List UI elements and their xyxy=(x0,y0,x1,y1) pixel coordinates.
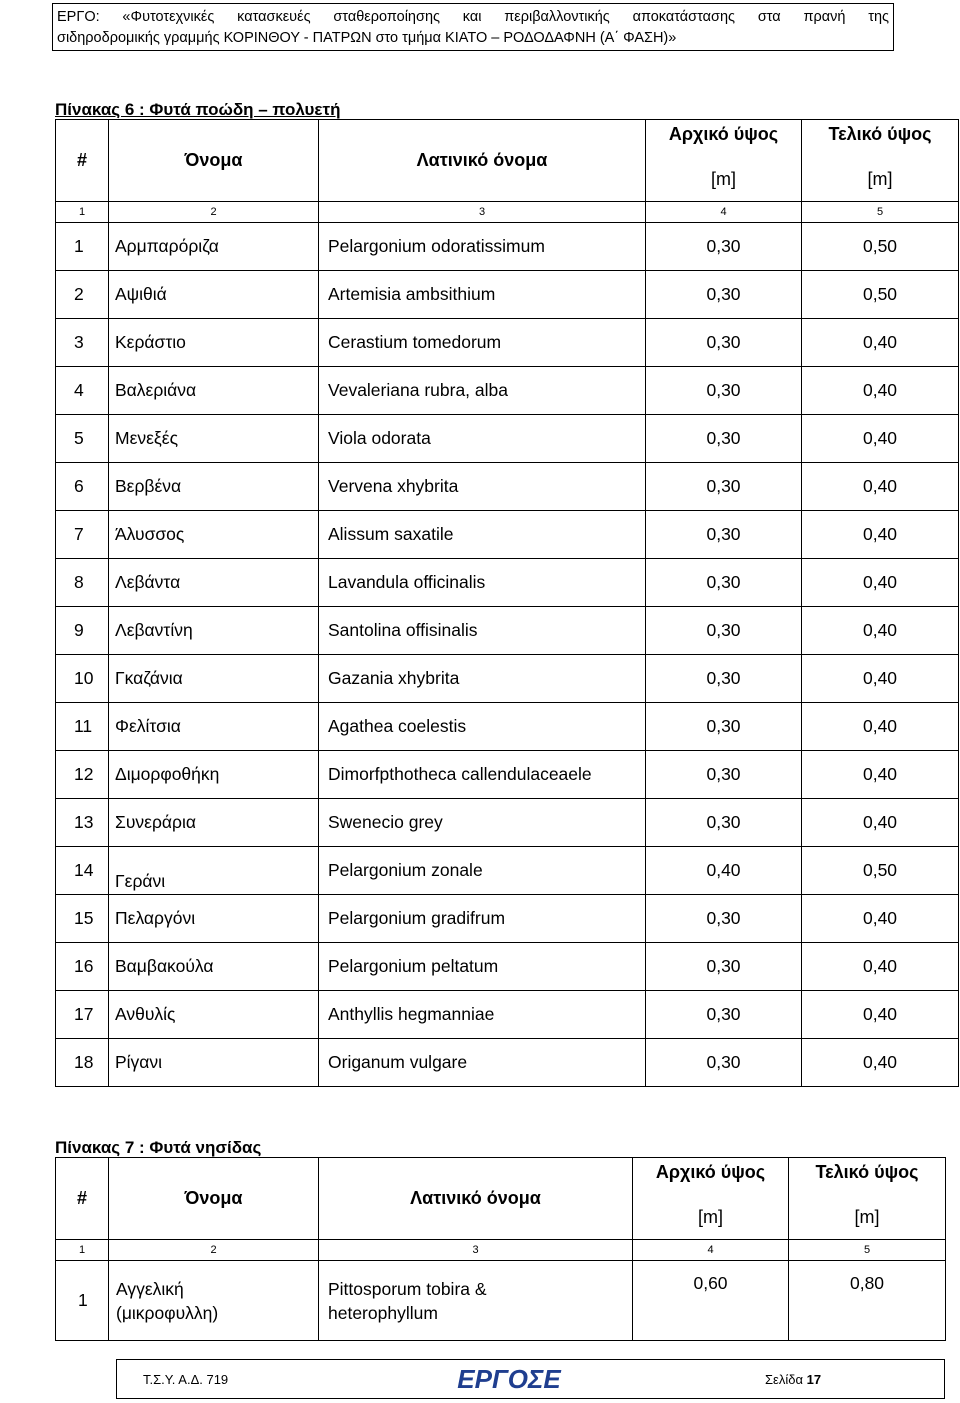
table6-column-numbers xyxy=(56,202,959,223)
latin-name: Dimorfpthotheca callendulaceaele xyxy=(319,751,646,799)
final-height: 0,40 xyxy=(802,943,959,991)
latin-name: Swenecio grey xyxy=(319,799,646,847)
initial-height-label: Αρχικό ύψος xyxy=(655,1162,766,1182)
col-number: 4 xyxy=(646,202,802,223)
row-number: 2 xyxy=(56,271,109,319)
table7-caption: Πίνακας 7 : Φυτά νησίδας xyxy=(55,1138,262,1157)
initial-height: 0,30 xyxy=(646,463,802,511)
row-number: 3 xyxy=(56,319,109,367)
col-number: 4 xyxy=(633,1240,789,1261)
col-header-num: # xyxy=(56,120,109,202)
table-row xyxy=(56,847,959,895)
final-height: 0,40 xyxy=(802,1039,959,1087)
col-header-initial xyxy=(646,120,802,202)
col-number: 3 xyxy=(319,1240,633,1261)
final-height-label: Τελικό ύψος xyxy=(815,1162,919,1182)
initial-height: 0,30 xyxy=(646,943,802,991)
page-number: 17 xyxy=(806,1372,822,1387)
final-height: 0,40 xyxy=(802,751,959,799)
col-header-latin: Λατινικό όνομα xyxy=(319,120,646,202)
latin-name: Pelargonium zonale xyxy=(319,847,646,895)
latin-name: Gazania xhybrita xyxy=(319,655,646,703)
initial-height: 0,30 xyxy=(646,367,802,415)
plant-name: Κεράστιο xyxy=(109,319,319,367)
row-number: 1 xyxy=(56,223,109,271)
page-label: Σελίδα xyxy=(765,1372,803,1387)
col-number: 2 xyxy=(109,202,319,223)
latin-name: Artemisia ambsithium xyxy=(319,271,646,319)
final-height: 0,40 xyxy=(802,655,959,703)
latin-name: Lavandula officinalis xyxy=(319,559,646,607)
initial-height-unit: [m] xyxy=(698,1207,723,1227)
table-row xyxy=(56,703,959,751)
initial-height-unit: [m] xyxy=(711,169,736,189)
table-row xyxy=(56,655,959,703)
plant-name: Λεβαντίνη xyxy=(109,607,319,655)
table-row xyxy=(56,943,959,991)
table7 xyxy=(55,1157,946,1341)
table-row xyxy=(56,799,959,847)
initial-height: 0,40 xyxy=(646,847,802,895)
plant-name: Αψιθιά xyxy=(109,271,319,319)
plant-name: Βαμβακούλα xyxy=(109,943,319,991)
row-number: 18 xyxy=(56,1039,109,1087)
table-row xyxy=(56,367,959,415)
final-height-unit: [m] xyxy=(854,1207,880,1227)
plant-name: Πελαργόνι xyxy=(109,895,319,943)
initial-height: 0,60 xyxy=(633,1261,789,1341)
row-number: 7 xyxy=(56,511,109,559)
document-header xyxy=(52,3,894,51)
table6-header-row xyxy=(56,120,959,202)
row-number: 15 xyxy=(56,895,109,943)
latin-name: Pelargonium peltatum xyxy=(319,943,646,991)
initial-height: 0,30 xyxy=(646,655,802,703)
col-header-name: Όνομα xyxy=(109,120,319,202)
final-height: 0,80 xyxy=(789,1261,946,1341)
plant-name: Βερβένα xyxy=(109,463,319,511)
final-height-label: Τελικό ύψος xyxy=(828,124,932,144)
latin-name-line-1: Pittosporum tobira & xyxy=(328,1278,487,1299)
final-height-unit: [m] xyxy=(867,169,893,189)
plant-name xyxy=(109,1261,319,1341)
latin-name: Santolina offisinalis xyxy=(319,607,646,655)
col-number: 5 xyxy=(789,1240,946,1261)
row-number: 1 xyxy=(56,1261,109,1341)
row-number: 12 xyxy=(56,751,109,799)
initial-height: 0,30 xyxy=(646,703,802,751)
table-row xyxy=(56,415,959,463)
plant-name: Γεράνι xyxy=(109,847,319,895)
row-number: 13 xyxy=(56,799,109,847)
row-number: 14 xyxy=(56,847,109,895)
plant-name: Συνεράρια xyxy=(109,799,319,847)
initial-height: 0,30 xyxy=(646,607,802,655)
initial-height: 0,30 xyxy=(646,319,802,367)
table6-caption: Πίνακας 6 : Φυτά ποώδη – πολυετή xyxy=(55,100,341,119)
initial-height: 0,30 xyxy=(646,751,802,799)
header-line-1: ΕΡΓΟ: «Φυτοτεχνικές κατασκευές σταθεροποίησης και περιβαλλοντικής αποκατάστασης στα πρανή της xyxy=(57,9,889,25)
initial-height: 0,30 xyxy=(646,799,802,847)
row-number: 11 xyxy=(56,703,109,751)
table-row xyxy=(56,1039,959,1087)
latin-name: Origanum vulgare xyxy=(319,1039,646,1087)
col-number: 1 xyxy=(56,1240,109,1261)
initial-height: 0,30 xyxy=(646,991,802,1039)
initial-height: 0,30 xyxy=(646,511,802,559)
latin-name: Anthyllis hegmanniae xyxy=(319,991,646,1039)
latin-name xyxy=(319,1261,633,1341)
plant-name-line-2: (μικροφυλλη) xyxy=(116,1302,219,1323)
table-row xyxy=(56,463,959,511)
plant-name: Βαλεριάνα xyxy=(109,367,319,415)
logo-text: ΕΡΓΟΣΕ xyxy=(457,1366,561,1392)
final-height: 0,40 xyxy=(802,991,959,1039)
footer-reference: Τ.Σ.Υ. Α.Δ. 719 xyxy=(143,1372,229,1387)
row-number: 17 xyxy=(56,991,109,1039)
table-row xyxy=(56,319,959,367)
final-height: 0,40 xyxy=(802,415,959,463)
final-height: 0,40 xyxy=(802,463,959,511)
row-number: 8 xyxy=(56,559,109,607)
table-row xyxy=(56,991,959,1039)
table-row xyxy=(56,559,959,607)
table7-header-row xyxy=(56,1158,946,1240)
initial-height-label: Αρχικό ύψος xyxy=(668,124,779,144)
col-header-initial xyxy=(633,1158,789,1240)
plant-name: Ανθυλίς xyxy=(109,991,319,1039)
table-row xyxy=(56,223,959,271)
header-line-2: σιδηροδρομικής γραμμής ΚΟΡΙΝΘΟΥ - ΠΑΤΡΩΝ στο τμήμα ΚΙΑΤΟ – ΡΟΔΟΔΑΦΝΗ (Α΄ ΦΑΣΗ)» xyxy=(57,30,677,46)
table-row xyxy=(56,751,959,799)
col-number: 3 xyxy=(319,202,646,223)
latin-name: Cerastium tomedorum xyxy=(319,319,646,367)
final-height: 0,50 xyxy=(802,223,959,271)
plant-name: Αρμπαρόριζα xyxy=(109,223,319,271)
latin-name: Agathea coelestis xyxy=(319,703,646,751)
latin-name: Vervena xhybrita xyxy=(319,463,646,511)
col-header-name: Όνομα xyxy=(109,1158,319,1240)
latin-name: Pelargonium odoratissimum xyxy=(319,223,646,271)
latin-name: Viola odorata xyxy=(319,415,646,463)
col-header-final xyxy=(802,120,959,202)
table6 xyxy=(55,119,959,1087)
table-row xyxy=(56,607,959,655)
final-height: 0,40 xyxy=(802,319,959,367)
table-row xyxy=(56,1261,946,1341)
col-header-num: # xyxy=(56,1158,109,1240)
final-height: 0,40 xyxy=(802,559,959,607)
plant-name: Άλυσσος xyxy=(109,511,319,559)
latin-name: Vevaleriana rubra, alba xyxy=(319,367,646,415)
final-height: 0,40 xyxy=(802,895,959,943)
table-row xyxy=(56,271,959,319)
plant-name: Ρίγανι xyxy=(109,1039,319,1087)
plant-name: Διμορφοθήκη xyxy=(109,751,319,799)
row-number: 6 xyxy=(56,463,109,511)
table7-column-numbers xyxy=(56,1240,946,1261)
initial-height: 0,30 xyxy=(646,223,802,271)
col-number: 1 xyxy=(56,202,109,223)
final-height: 0,50 xyxy=(802,847,959,895)
initial-height: 0,30 xyxy=(646,415,802,463)
page-number-block xyxy=(765,1372,821,1387)
initial-height: 0,30 xyxy=(646,271,802,319)
latin-name: Alissum saxatile xyxy=(319,511,646,559)
initial-height: 0,30 xyxy=(646,1039,802,1087)
plant-name-line-1: Αγγελική xyxy=(116,1278,184,1299)
table-row xyxy=(56,895,959,943)
final-height: 0,40 xyxy=(802,799,959,847)
final-height: 0,40 xyxy=(802,607,959,655)
plant-name: Λεβάντα xyxy=(109,559,319,607)
initial-height: 0,30 xyxy=(646,895,802,943)
ergose-logo xyxy=(443,1366,575,1392)
page-footer xyxy=(116,1359,945,1399)
col-header-final xyxy=(789,1158,946,1240)
initial-height: 0,30 xyxy=(646,559,802,607)
col-number: 2 xyxy=(109,1240,319,1261)
final-height: 0,40 xyxy=(802,367,959,415)
plant-name: Γκαζάνια xyxy=(109,655,319,703)
table-row xyxy=(56,511,959,559)
row-number: 5 xyxy=(56,415,109,463)
final-height: 0,40 xyxy=(802,511,959,559)
plant-name: Μενεξές xyxy=(109,415,319,463)
row-number: 16 xyxy=(56,943,109,991)
plant-name: Φελίτσια xyxy=(109,703,319,751)
final-height: 0,50 xyxy=(802,271,959,319)
row-number: 9 xyxy=(56,607,109,655)
col-header-latin: Λατινικό όνομα xyxy=(319,1158,633,1240)
row-number: 4 xyxy=(56,367,109,415)
latin-name-line-2: heterophyllum xyxy=(328,1302,438,1323)
latin-name: Pelargonium gradifrum xyxy=(319,895,646,943)
col-number: 5 xyxy=(802,202,959,223)
row-number: 10 xyxy=(56,655,109,703)
final-height: 0,40 xyxy=(802,703,959,751)
